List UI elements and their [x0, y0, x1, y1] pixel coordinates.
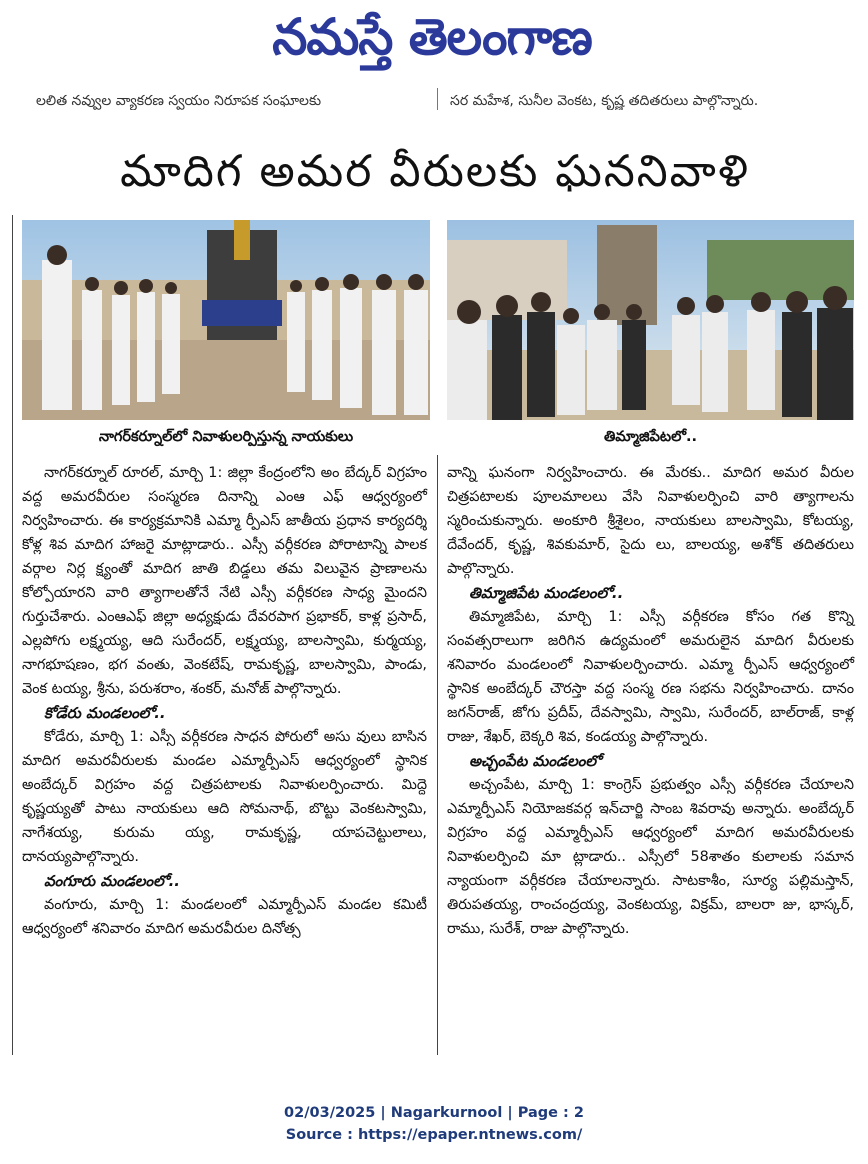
- column-divider-top: [437, 88, 438, 110]
- paragraph-thimmajipet: తిమ్మాజిపేట, మార్చి 1: ఎస్సీ వర్గీకరణ కోసం గత కొన్ని సంవత్సరాలుగా జరిగిన ఉద్యమంలో అమరులైన మాదిగ వీరులకు శనివారం మండలంలో నివాళులర్పించారు. ఎమ్మా ర్పీఎస్ ఆధ్వర్యంలో స్థానిక అంబేద్కర్ చౌరస్తా వద్ద సంస్మ రణ సభను నిర్వహించారు. దానం జగన్‌రాజ్, జోగు ప్రదీప్, దేవస్వామి, స్వామి, సురేందర్, బాల్‌రాజ్, కాళ్ల రాజు, శేఖర్, బెక్కరి శివ, కండయ్య పాల్గొన్నారు.: [447, 609, 854, 745]
- subheading-vanguru: వంగూరు మండలంలో..: [44, 872, 180, 890]
- photo-nagarkurnool-tribute: [22, 220, 430, 420]
- article-left-border: [12, 215, 13, 1055]
- paragraph-vanguru-continued: వాన్ని ఘనంగా నిర్వహించారు. ఈ మేరకు.. మాదిగ అమర వీరుల చిత్రపటాలకు పూలమాలలు వేసి నివాళులర్పించి వారి త్యాగాలను స్మరించుకున్నారు. అంకూరి శ్రీశైలం, నాయకులు బాలస్వామి, కోటయ్య, దేవేందర్, కృష్ణ, శివకుమార్, సైదు లు, బాలయ్య, అశోక్ తదితరులు పాల్గొన్నారు.: [447, 465, 854, 577]
- article-right-column: [447, 461, 854, 941]
- photo-nagarkurnool-image: [22, 220, 430, 420]
- previous-article-fragment-left: లలిత నవ్వుల వ్యాకరణ స్వయం నిరూపక సంఘాలకు: [36, 93, 322, 109]
- masthead: [0, 0, 868, 85]
- subheading-koderu: కోడేరు మండలంలో..: [44, 704, 166, 722]
- subheading-thimmajipet: తిమ్మాజిపేట మండలంలో..: [469, 584, 624, 602]
- newspaper-logo: నమస్తే తెలంగాణ: [272, 8, 592, 66]
- paragraph-nagarkurnool: నాగర్‌కర్నూల్ రూరల్, మార్చి 1: జిల్లా కేంద్రంలోని అం బేద్కర్ విగ్రహం వద్ద అమరవీరుల సంస్మరణ దినాన్ని ఎంఆ ఎఫ్ ఆధ్వర్యంలో నిర్వహించారు. ఈ కార్యక్రమానికి ఎమ్మా ర్పీఎస్ జాతీయ ప్రధాన కార్యదర్శి కోళ్ల శివ మాదిగ హాజరై మాట్లాడారు.. ఎస్సీ వర్గీకరణ పోరాటాన్ని పాలక వర్గాల నిర్ల క్ష్యంతో మాదిగ జాతి బిడ్డలు తమ విలువైన ప్రాణాలను కోల్పోయారని వారి త్యాగాలతోనే నేటి ఎస్సీ వర్గీకరణ సాధ్య మైందని గుర్తుచేశారు. ఎంఆఎఫ్ జిల్లా అధ్యక్షుడు దేవరపాగ ప్రభాకర్, కాళ్ల ప్రసాద్, ఎల్లపోగు లక్ష్మయ్య, ఆది సురేందర్, లక్ష్మయ్య, బాలస్వామి, కుర్మయ్య, నాగభూషణం, భగ వంతు, వెంకటేష్, రామకృష్ణ, బాలస్వామి, పాండు, వెంక టయ్య, శ్రీను, పరుశరాం, శంకర్, మనోజ్ పాల్గొన్నారు.: [22, 465, 427, 697]
- paragraph-achampet: అచ్చంపేట, మార్చి 1: కాంగ్రెస్ ప్రభుత్వం ఎస్సీ వర్గీకరణ చేయాలని ఎమ్మార్పీఎస్ నియోజకవర్గ ఇన్‌చార్జి సాంబ శివరావు అన్నారు. అంబేద్కర్ విగ్రహం వద్ద ఎమ్మార్పీఎస్ ఆధ్వర్యంలో మాదిగ అమరవీరులకు నివాళులర్పించి మా ట్లాడారు.. ఎస్సీలో 58శాతం కులాలకు సమాన న్యాయంగా వర్గీకరణ చేయాలన్నారు. సాటకాశీం, సూర్య పల్లిమస్తాన్, తిరుపతయ్య, రాంచంద్రయ్య, వెంకటయ్య, విక్రమ్, బాలరా జు, భాస్కర్, రాము, సురేశ్, రాజు పాల్గొన్నారు.: [447, 777, 854, 937]
- column-divider: [437, 455, 438, 1055]
- article-headline: మాదిగ అమర వీరులకు ఘననివాళి: [120, 146, 750, 197]
- photo-nagarkurnool-caption: నాగర్‌కర్నూల్‌లో నివాళులర్పిస్తున్న నాయకులు: [98, 429, 354, 445]
- article-left-column: [22, 461, 427, 941]
- edition-info: 02/03/2025 | Nagarkurnool | Page : 2: [284, 1105, 584, 1121]
- photo-thimmajipet-tribute: [447, 220, 854, 420]
- subheading-achampet: అచ్చంపేట మండలంలో: [469, 752, 601, 770]
- paragraph-koderu: కోడేరు, మార్చి 1: ఎస్సీ వర్గీకరణ సాధన పోరులో అసు వులు బాసిన మాదిగ అమరవీరులకు మండల ఎమ్మార్పీఎస్ ఆధ్వర్యంలో స్థానిక అంబేద్కర్ విగ్రహం వద్ద చిత్రపటాలకు నివాళులర్పించారు. మిద్దె కృష్ణయ్యతో పాటు నాయకులు ఆది సోమనాథ్, బొట్టు వెంకటస్వామి, నాగేశయ్య, కురుమ య్య, రామకృష్ణ, యాపచెట్టులాలు, దానయ్యపాల్గొన్నారు.: [22, 729, 427, 865]
- source-link[interactable]: Source : https://epaper.ntnews.com/: [285, 1127, 583, 1143]
- previous-article-fragment-right: సర మహేశ, సునీల వెంకట, కృష్ణ తదితరులు పాల్గొన్నారు.: [450, 93, 759, 109]
- paragraph-vanguru: వంగూరు, మార్చి 1: మండలంలో ఎమ్మార్పీఎస్ మండల కమిటీ ఆధ్వర్యంలో శనివారం మాదిగ అమరవీరుల దినోత్స: [22, 897, 427, 937]
- photo-thimmajipet-caption: తిమ్మాజిపేటలో..: [603, 429, 698, 445]
- photo-thimmajipet-image: [447, 220, 854, 420]
